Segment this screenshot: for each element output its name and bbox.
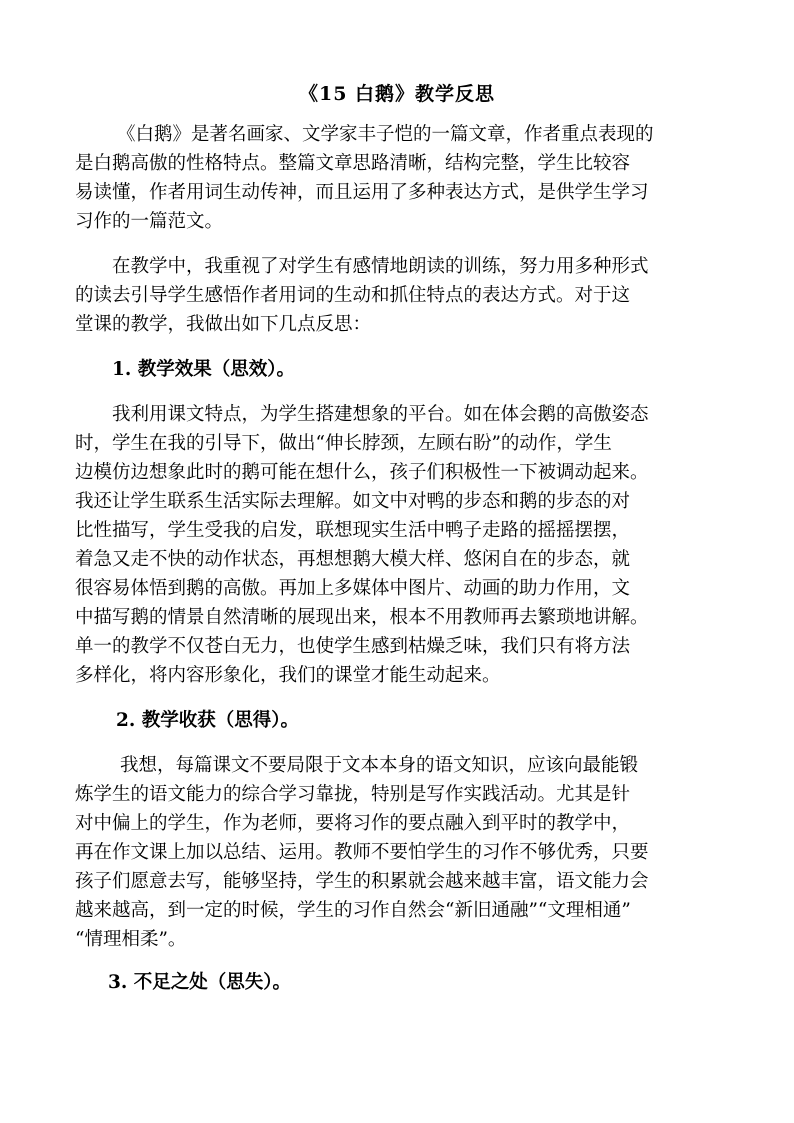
- paragraph-3-line-2: 时，学生在我的引导下，做出“伸长脖颈，左顾右盼”的动作，学生: [75, 433, 612, 454]
- section-heading-2: 2. 教学收获（思得）。: [116, 710, 300, 731]
- paragraph-3-line-8: 中描写鹅的情景自然清晰的展现出来，根本不用教师再去繁琐地讲解。: [75, 607, 649, 628]
- paragraph-1-line-4: 习作的一篇范文。: [75, 211, 224, 232]
- paragraph-4-line-4: 再在作文课上加以总结、运用。教师不要怕学生的习作不够优秀，只要: [75, 842, 649, 863]
- paragraph-3-line-5: 比性描写，学生受我的启发，联想现实生活中鸭子走路的摇摇摆摆，: [75, 520, 631, 541]
- paragraph-3-line-3: 边模仿边想象此时的鹅可能在想什么，孩子们积极性一下被调动起来。: [75, 462, 649, 483]
- paragraph-2-line-2: 的读去引导学生感悟作者用词的生动和抓住特点的表达方式。对于这: [75, 285, 631, 306]
- paragraph-4-line-6: 越来越高，到一定的时候，学生的习作自然会“新旧通融”“文理相通”: [75, 900, 631, 921]
- paragraph-2-line-3: 堂课的教学，我做出如下几点反思：: [75, 314, 372, 335]
- paragraph-4-line-5: 孩子们愿意去写，能够坚持，学生的积累就会越来越丰富，语文能力会: [75, 871, 649, 892]
- paragraph-4-line-1: 我想，每篇课文不要局限于文本本身的语文知识，应该向最能锻: [120, 755, 639, 776]
- paragraph-1-line-1: 《白鹅》是著名画家、文学家丰子恺的一篇文章，作者重点表现的: [117, 124, 654, 145]
- paragraph-1-line-3: 易读懂，作者用词生动传神，而且运用了多种表达方式，是供学生学习: [75, 182, 649, 203]
- paragraph-4-line-2: 炼学生的语文能力的综合学习靠拢，特别是写作实践活动。尤其是针: [75, 784, 631, 805]
- paragraph-3-line-4: 我还让学生联系生活实际去理解。如文中对鸭的步态和鹅的步态的对: [75, 491, 631, 512]
- paragraph-3-line-1: 我利用课文特点，为学生搭建想象的平台。如在体会鹅的高傲姿态: [112, 404, 649, 425]
- paragraph-3-line-9: 单一的教学不仅苍白无力，也使学生感到枯燥乏味，我们只有将方法: [75, 636, 631, 657]
- paragraph-3-line-10: 多样化，将内容形象化，我们的课堂才能生动起来。: [75, 665, 501, 686]
- paragraph-3-line-7: 很容易体悟到鹅的高傲。再加上多媒体中图片、动画的助力作用，文: [75, 578, 631, 599]
- paragraph-4-line-7: “情理相柔”。: [75, 929, 187, 950]
- section-heading-1: 1. 教学效果（思效）。: [112, 359, 296, 380]
- section-heading-3: 3. 不足之处（思失）。: [108, 972, 292, 993]
- paragraph-3-line-6: 着急又走不快的动作状态，再想想鹅大模大样、悠闲自在的步态，就: [75, 549, 631, 570]
- document-title: 《15 白鹅》教学反思: [298, 83, 496, 105]
- paragraph-1-line-2: 是白鹅高傲的性格特点。整篇文章思路清晰，结构完整，学生比较容: [75, 153, 631, 174]
- paragraph-4-line-3: 对中偏上的学生，作为老师，要将习作的要点融入到平时的教学中，: [75, 813, 631, 834]
- paragraph-2-line-1: 在教学中，我重视了对学生有感情地朗读的训练，努力用多种形式: [112, 256, 649, 277]
